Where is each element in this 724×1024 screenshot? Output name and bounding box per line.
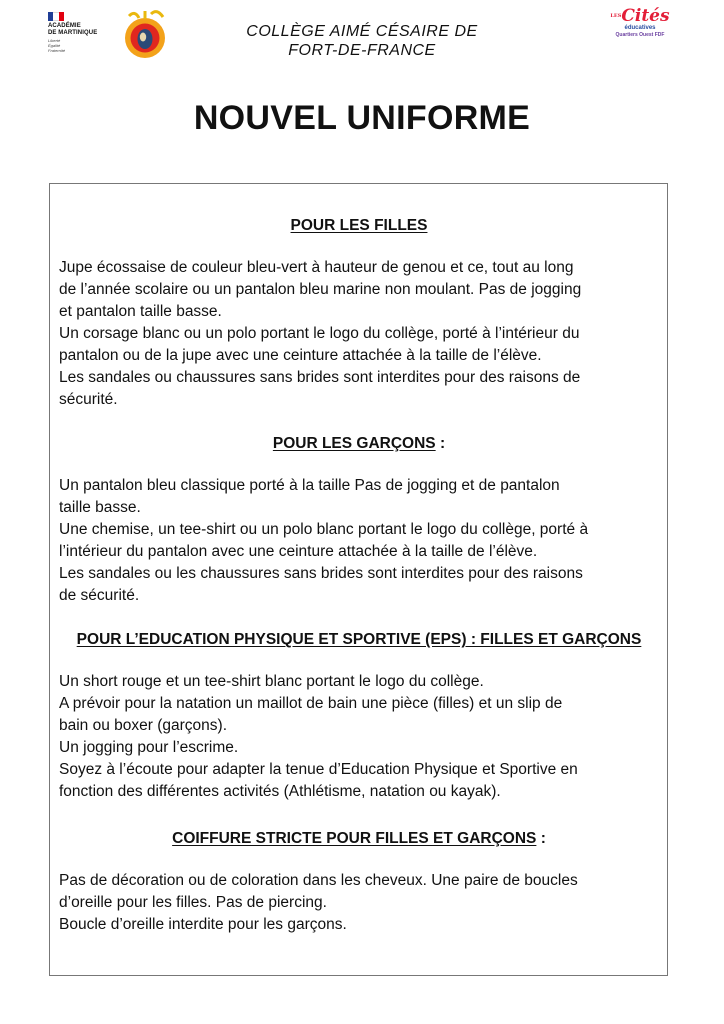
section-eps [59,630,659,803]
section-boys [59,434,659,607]
section-girls [59,216,659,411]
college-name [200,22,524,60]
section-body: Un short rouge et un tee-shirt blanc portant le logo du collège. A prévoir pour la natation un maillot de bain une pièce (filles) et un slip de bain ou boxer (garçons). Un jogging pour l’escrime. Soyez à l’écoute pour adapter la tenue d’Education Physique et Sportive en fonction des différentes activités (Athlétisme, natation ou kayak). [59,673,578,800]
uniform-rules-box [49,183,668,976]
section-heading: POUR L’EDUCATION PHYSIQUE ET SPORTIVE (EPS) : FILLES ET GARÇONS [76,631,642,648]
republic-motto: Liberté Égalité Fraternité [48,38,66,53]
page-header [0,0,724,80]
section-heading: COIFFURE STRICTE POUR FILLES ET GARÇONS : [172,830,546,847]
academie-region: DE MARTINIQUE [48,30,98,36]
academie-martinique-logo [48,12,110,58]
section-heading: POUR LES FILLES [290,217,428,234]
college-name-line1: COLLÈGE AIMÉ CÉSAIRE DE [246,23,478,40]
section-body: Un pantalon bleu classique porté à la taille Pas de jogging et de pantalon taille basse. Une chemise, un tee-shirt ou un polo blanc portant le logo du collège, porté à l’intérieur du pantalon avec une ceinture attachée à la taille de l’élève. Les sandales ou les chaussures sans brides sont interdites pour des raisons de sécurité. [59,477,589,604]
section-heading: POUR LES GARÇONS : [272,435,446,452]
section-body: Pas de décoration ou de coloration dans les cheveux. Une paire de boucles d’oreille pour les filles. Pas de piercing. Boucle d’oreille interdite pour les garçons. [59,872,578,933]
cites-educatives-logo: $^{LES}$Cités éducatives Quartiers Ouest FDF [610,6,670,38]
french-flag-icon [48,12,64,21]
section-body: Jupe écossaise de couleur bleu-vert à hauteur de genou et ce, tout au long de l’année scolaire ou un pantalon bleu marine non moulant. Pas de jogging et pantalon taille basse. Un corsage blanc ou un polo portant le logo du collège, porté à l’intérieur du pantalon ou de la jupe avec une ceinture attachée à la taille de l’élève. Les sandales ou chaussures sans brides sont interdites pour des raisons de sécurité. [59,259,582,408]
section-hairstyle [59,829,659,936]
page-title: NOUVEL UNIFORME [193,99,531,137]
college-name-line2: FORT-DE-FRANCE [288,42,436,59]
college-logo-icon [121,8,169,60]
academie-label: ACADÉMIE [48,23,81,29]
